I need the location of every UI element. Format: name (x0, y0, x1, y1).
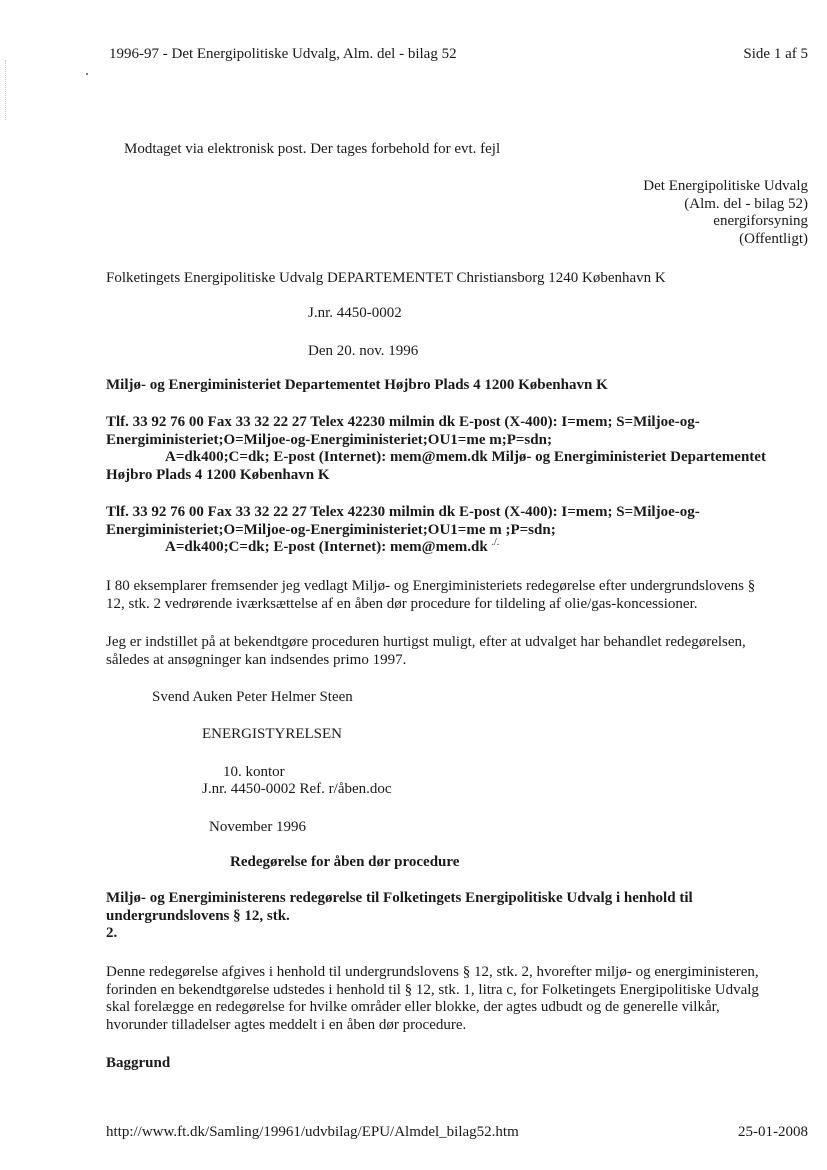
contact-line: A=dk400;C=dk; E-post (Internet): mem@mem.dk (165, 539, 488, 555)
contact-line-with-mark (106, 539, 700, 558)
committee-reference: (Alm. del - bilag 52) (684, 195, 808, 212)
paragraph-line: forinden en bekendtgørelse udstedes i henhold til § 12, stk. 1, litra c, for Folketingets Energipolitiske Udvalg (106, 981, 759, 998)
paragraph-purpose (106, 964, 759, 1034)
paragraph-line: I 80 eksemplarer fremsender jeg vedlagt Miljø- og Energiministeriets redegørelse efter undergrundslovens § (106, 578, 756, 594)
agency-name: ENERGISTYRELSEN (202, 726, 342, 742)
committee-block (643, 178, 808, 248)
scan-margin-mark (5, 60, 7, 120)
received-note: Modtaget via elektronisk post. Der tages forbehold for evt. fejl (124, 141, 501, 157)
journal-number: J.nr. 4450-0002 (308, 305, 402, 321)
paragraph-line: 12, stk. 2 vedrørende iværksættelse af en åben dør procedure for tildeling af olie/gas-koncessioner. (106, 595, 698, 612)
page-header-title: 1996-97 - Det Energipolitiske Udvalg, Alm. del - bilag 52 (109, 46, 457, 62)
document-subtitle (106, 890, 693, 943)
signatories: Svend Auken Peter Helmer Steen (152, 689, 353, 705)
contact-block-1 (106, 414, 766, 484)
section-heading-background: Baggrund (106, 1055, 171, 1071)
paragraph-line: således at ansøgninger kan indsendes primo 1997. (106, 651, 407, 668)
contact-line: Energiministeriet;O=Miljoe-og-Energiministeriet;OU1=me m ;P=sdn; (106, 521, 556, 538)
ministry-address: Miljø- og Energiministeriet Departementet Højbro Plads 4 1200 København K (106, 377, 608, 393)
enclosure-mark: ./. (491, 537, 500, 548)
contact-block-2 (106, 504, 700, 558)
footer-date: 25-01-2008 (738, 1124, 808, 1140)
contact-line: Tlf. 33 92 76 00 Fax 33 32 22 27 Telex 42230 milmin dk E-post (X-400): I=mem; S=Miljoe-og- (106, 504, 700, 520)
subtitle-line: undergrundslovens § 12, stk. (106, 907, 290, 924)
paragraph-line: hvorunder tilladelser agtes meddelt i en åben dør procedure. (106, 1016, 467, 1033)
page-number: Side 1 af 5 (743, 46, 808, 62)
document-title: Redegørelse for åben dør procedure (230, 854, 460, 870)
paragraph-intent (106, 634, 746, 669)
contact-line: A=dk400;C=dk; E-post (Internet): mem@mem.dk Miljø- og Energiministeriet Departementet (165, 449, 766, 465)
paragraph-enclosure (106, 578, 755, 613)
footer-url: http://www.ft.dk/Samling/19961/udvbilag/EPU/Almdel_bilag52.htm (106, 1124, 519, 1140)
contact-line: Tlf. 33 92 76 00 Fax 33 32 22 27 Telex 42230 milmin dk E-post (X-400): I=mem; S=Miljoe-og- (106, 414, 700, 430)
paragraph-line: skal forelægge en redegørelse for hvilke områder eller blokke, der agtes udbudt og de generelle vilkår, (106, 999, 720, 1015)
committee-name: Det Energipolitiske Udvalg (643, 178, 808, 194)
contact-line: Energiministeriet;O=Miljoe-og-Energiministeriet;OU1=me m;P=sdn; (106, 431, 552, 448)
document-month: November 1996 (209, 819, 307, 835)
committee-status: (Offentligt) (739, 230, 808, 247)
file-reference: J.nr. 4450-0002 Ref. r/åben.doc (202, 781, 392, 797)
subtitle-line: Miljø- og Energiministerens redegørelse til Folketingets Energipolitiske Udvalg i henhold til (106, 890, 693, 906)
contact-line: Højbro Plads 4 1200 København K (106, 466, 330, 483)
office-name: 10. kontor (223, 764, 285, 780)
subtitle-line: 2. (106, 925, 118, 941)
letter-date: Den 20. nov. 1996 (308, 343, 419, 359)
addressee: Folketingets Energipolitiske Udvalg DEPARTEMENTET Christiansborg 1240 København K (106, 270, 666, 286)
committee-topic: energiforsyning (713, 213, 808, 229)
paragraph-line: Jeg er indstillet på at bekendtgøre proceduren hurtigst muligt, efter at udvalget har behandlet redegørelsen, (106, 634, 746, 650)
scan-speck (86, 73, 88, 75)
paragraph-line: Denne redegørelse afgives i henhold til undergrundslovens § 12, stk. 2, hvorefter miljø- og energiministeren, (106, 964, 759, 980)
